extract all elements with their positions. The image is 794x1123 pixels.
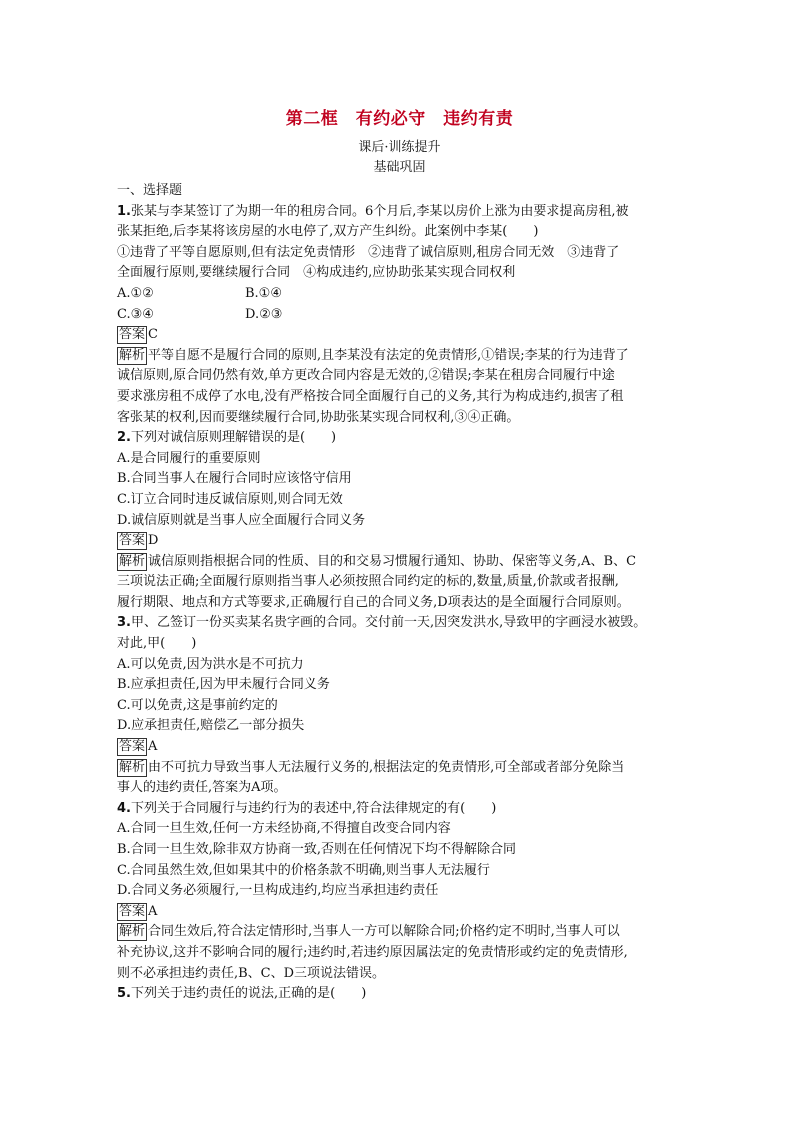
analysis-tag: 解析 [119,924,146,940]
section-heading: 一、选择题 [117,183,183,198]
answer-tag: 答案 [119,739,146,755]
question-stem-line: 张某拒绝,后李某将该房屋的水电停了,双方产生纠纷。此案例中李某( ) [117,224,539,240]
analysis-line: 解析 诚信原则指根据合同的性质、目的和交易习惯履行通知、协助、保密等义务,A、B、C [119,553,637,569]
question-number: 1. [117,203,131,219]
analysis-line: 则不必承担违约责任,B、C、D三项说法错误。 [117,965,386,981]
statement-line: 全面履行原则,要继续履行合同 ④构成违约,应协助张某实现合同权利 [117,265,516,281]
option-a: A.是合同履行的重要原则 [117,450,261,466]
option-a: A.合同一旦生效,任何一方未经协商,不得擅自改变合同内容 [117,821,451,837]
option-d: D.②③ [245,306,283,322]
option-row [117,305,682,326]
page-title: 第二框 有约必守 违约有责 [285,109,514,129]
option-d: D.合同义务必须履行,一旦构成违约,均应当承担违约责任 [117,883,439,899]
option-c: C.③④ [117,306,154,322]
option-d: D.应承担责任,赔偿乙一部分损失 [117,718,305,734]
subtitle-after-class: 课后·训练提升 [358,140,441,155]
option-a: A.可以免责,因为洪水是不可抗力 [117,656,304,672]
question-number: 4. [117,800,131,816]
question-stem-line: 2.下列对诚信原则理解错误的是( ) [117,430,337,446]
answer-value: A [148,739,158,755]
answer-value: C [148,327,158,343]
question-number: 5. [117,986,131,1002]
question-5 [117,984,682,1005]
option-c: C.可以免责,这是事前约定的 [117,697,278,713]
analysis-line: 要求涨房租不成停了水电,没有严格按合同全面履行自己的义务,其行为构成违约,损害了租 [117,388,624,404]
answer-value: D [148,533,159,549]
question-stem-line: 3.甲、乙签订一份买卖某名贵字画的合同。交付前一天,因突发洪水,导致甲的字画浸水被毁。 [117,615,647,631]
answer-line [117,325,682,346]
content [117,181,682,1005]
subtitle-basic: 基础巩固 [373,160,426,175]
analysis-tag: 解析 [119,759,146,775]
option-b: B.应承担责任,因为甲未履行合同义务 [117,677,330,693]
answer-tag: 答案 [119,327,146,343]
analysis-line: 解析 合同生效后,符合法定情形时,当事人一方可以解除合同;价格约定不明时,当事人可以 [119,924,620,940]
question-stem-line: 1.张某与李某签订了为期一年的租房合同。6个月后,李某以房价上涨为由要求提高房租,被 [117,203,629,219]
answer-tag: 答案 [119,533,146,549]
question-number: 2. [117,430,131,446]
option-row [117,284,682,305]
analysis-line: 补充协议,这并不影响合同的履行;违约时,若违约原因属法定的免责情形或约定的免责情形, [117,944,628,960]
question-stem-line: 对此,甲( ) [117,636,197,652]
question-number: 3. [117,615,131,631]
question-stem-line: 5.下列关于违约责任的说法,正确的是( ) [117,986,367,1002]
question-2 [117,428,682,613]
analysis-line: 履行期限、地点和方式等要求,正确履行自己的合同义务,D项表达的是全面履行合同原则。 [117,594,630,610]
analysis-line: 三项说法正确;全面履行原则指当事人必须按照合同约定的标的,数量,质量,价款或者报酬, [117,574,619,590]
analysis-line: 诚信原则,原合同仍然有效,单方更改合同内容是无效的,②错误;李某在租房合同履行中途 [117,368,615,384]
analysis-line: 解析 平等自愿不是履行合同的原则,且李某没有法定的免责情形,①错误;李某的行为违背了 [119,347,629,363]
answer-line [117,531,682,552]
question-3 [117,613,682,798]
analysis-line: 解析 由不可抗力导致当事人无法履行义务的,根据法定的免责情形,可全部或者部分免除当 [119,759,625,775]
question-1 [117,202,682,429]
option-d: D.诚信原则就是当事人应全面履行合同义务 [117,512,366,528]
answer-line [117,902,682,923]
answer-tag: 答案 [119,903,146,919]
answer-value: A [148,903,158,919]
option-c: C.合同虽然生效,但如果其中的价格条款不明确,则当事人无法履行 [117,862,490,878]
question-4 [117,799,682,984]
option-b: B.合同一旦生效,除非双方协商一致,否则在任何情况下均不得解除合同 [117,842,516,857]
answer-line [117,737,682,758]
analysis-tag: 解析 [119,347,146,363]
analysis-tag: 解析 [119,553,146,569]
statement-line: ①违背了平等自愿原则,但有法定免责情形 ②违背了诚信原则,租房合同无效 ③违背了 [117,244,620,260]
option-b: B.①④ [245,285,282,301]
analysis-line: 客张某的权利,因而要继续履行合同,协助张某实现合同权利,③④正确。 [117,409,520,425]
option-a: A.①② [117,285,154,301]
question-stem-line: 4.下列关于合同履行与违约行为的表述中,符合法律规定的有( ) [117,800,497,816]
analysis-line: 事人的违约责任,答案为A项。 [117,780,287,796]
option-b: B.合同当事人在履行合同时应该恪守信用 [117,471,352,487]
option-c: C.订立合同时违反诚信原则,则合同无效 [117,491,343,507]
